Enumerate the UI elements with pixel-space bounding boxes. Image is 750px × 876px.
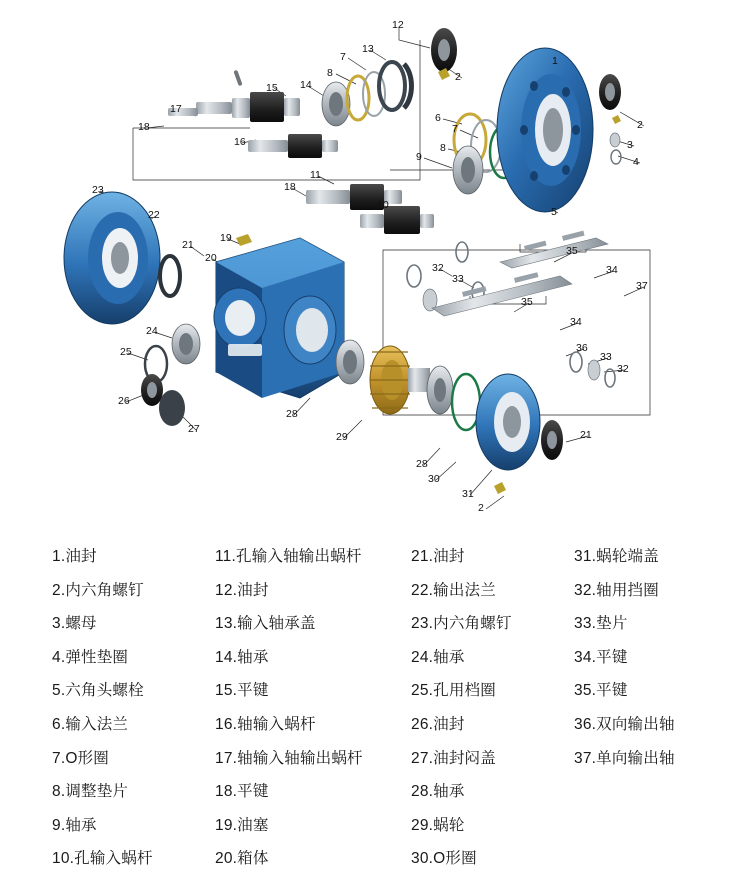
callout-15: 15 bbox=[266, 82, 278, 94]
legend-item: 22.输出法兰 bbox=[411, 581, 496, 599]
legend-column-1 bbox=[52, 540, 215, 876]
callout-31: 31 bbox=[462, 488, 474, 500]
legend-item: 19.油塞 bbox=[215, 816, 269, 834]
callout-18: 18 bbox=[138, 121, 150, 133]
legend-column-4 bbox=[574, 540, 737, 876]
callout-35: 35 bbox=[566, 245, 578, 257]
legend-column-2 bbox=[215, 540, 411, 876]
callout-8: 8 bbox=[440, 142, 446, 154]
callout-32: 32 bbox=[432, 262, 444, 274]
legend-item: 28.轴承 bbox=[411, 783, 465, 801]
callout-24: 24 bbox=[146, 325, 158, 337]
legend-item: 11.孔输入轴输出蜗杆 bbox=[215, 548, 362, 565]
worm-shaft-group-left bbox=[168, 67, 434, 234]
callout-19: 19 bbox=[220, 232, 232, 244]
legend-item: 32.轴用挡圈 bbox=[574, 581, 659, 599]
parts-legend bbox=[0, 530, 750, 869]
legend-item: 37.单向输出轴 bbox=[574, 749, 675, 767]
legend-item: 31.蜗轮端盖 bbox=[574, 548, 659, 565]
callout-36: 36 bbox=[576, 342, 588, 354]
callout-22: 22 bbox=[148, 209, 160, 221]
callout-1: 1 bbox=[552, 55, 558, 67]
legend-item: 5.六角头螺栓 bbox=[52, 682, 144, 700]
callout-28: 28 bbox=[416, 458, 428, 470]
output-flange-disc bbox=[497, 48, 621, 212]
callout-7: 7 bbox=[340, 51, 346, 63]
callout-25: 25 bbox=[120, 346, 132, 358]
callout-3: 3 bbox=[627, 139, 633, 151]
legend-item: 17.轴输入轴输出蜗杆 bbox=[215, 749, 363, 767]
callout-37: 37 bbox=[636, 280, 648, 292]
callout-13: 13 bbox=[362, 43, 374, 55]
legend-item: 18.平键 bbox=[215, 783, 269, 801]
legend-item: 7.O形圈 bbox=[52, 749, 109, 767]
callout-33: 33 bbox=[452, 273, 464, 285]
callout-16: 16 bbox=[234, 136, 246, 148]
legend-item: 30.O形圈 bbox=[411, 850, 477, 868]
legend-columns bbox=[0, 540, 750, 876]
legend-item: 3.螺母 bbox=[52, 615, 97, 633]
callout-18: 18 bbox=[284, 181, 296, 193]
legend-item: 20.箱体 bbox=[215, 850, 269, 868]
legend-item: 9.轴承 bbox=[52, 816, 97, 834]
gearbox-housing bbox=[211, 234, 344, 398]
callout-34: 34 bbox=[570, 316, 582, 328]
legend-item: 4.弹性垫圈 bbox=[52, 648, 129, 666]
callout-5: 5 bbox=[551, 206, 557, 218]
legend-item: 26.油封 bbox=[411, 715, 465, 733]
callout-21: 21 bbox=[580, 429, 592, 441]
legend-column-3 bbox=[411, 540, 574, 876]
legend-item: 12.油封 bbox=[215, 581, 269, 599]
legend-item: 14.轴承 bbox=[215, 648, 269, 666]
callout-30: 30 bbox=[428, 473, 440, 485]
callout-23: 23 bbox=[92, 184, 104, 196]
legend-item: 21.油封 bbox=[411, 548, 465, 565]
output-shafts-group bbox=[407, 231, 615, 387]
callout-8: 8 bbox=[327, 67, 333, 79]
callout-29: 29 bbox=[336, 431, 348, 443]
callout-2: 2 bbox=[455, 71, 461, 83]
legend-item: 1.油封 bbox=[52, 548, 97, 565]
callout-12: 12 bbox=[392, 19, 404, 31]
legend-item: 10.孔输入蜗杆 bbox=[52, 850, 153, 868]
callout-10: 10 bbox=[377, 199, 389, 211]
callout-4: 4 bbox=[633, 156, 639, 168]
legend-item: 8.调整垫片 bbox=[52, 783, 129, 801]
legend-item: 27.油封闷盖 bbox=[411, 749, 496, 767]
legend-item: 36.双向输出轴 bbox=[574, 715, 675, 733]
callout-32: 32 bbox=[617, 363, 629, 375]
legend-item: 29.蜗轮 bbox=[411, 816, 465, 834]
callout-34: 34 bbox=[606, 264, 618, 276]
legend-item: 34.平键 bbox=[574, 648, 628, 666]
callout-28: 28 bbox=[286, 408, 298, 420]
callout-35: 35 bbox=[521, 296, 533, 308]
legend-item: 24.轴承 bbox=[411, 648, 465, 666]
callout-26: 26 bbox=[118, 395, 130, 407]
callout-7: 7 bbox=[452, 123, 458, 135]
callout-14: 14 bbox=[300, 79, 312, 91]
legend-item: 6.输入法兰 bbox=[52, 715, 129, 733]
callout-11: 11 bbox=[310, 169, 321, 181]
callout-33: 33 bbox=[600, 351, 612, 363]
legend-item: 35.平键 bbox=[574, 682, 628, 700]
legend-item: 16.轴输入蜗杆 bbox=[215, 715, 316, 733]
output-flange-left bbox=[64, 192, 180, 324]
legend-item: 25.孔用档圈 bbox=[411, 682, 496, 700]
worm-wheel-assembly bbox=[336, 340, 563, 494]
seal-cover-group-left bbox=[141, 324, 200, 426]
callout-17: 17 bbox=[170, 103, 182, 115]
legend-item: 33.垫片 bbox=[574, 615, 628, 633]
callout-27: 27 bbox=[188, 423, 200, 435]
callout-20: 20 bbox=[205, 252, 217, 264]
legend-item: 23.内六角螺钉 bbox=[411, 615, 512, 633]
callout-9: 9 bbox=[416, 151, 422, 163]
callout-6: 6 bbox=[435, 112, 441, 124]
legend-item: 13.输入轴承盖 bbox=[215, 615, 316, 633]
legend-item: 2.内六角螺钉 bbox=[52, 581, 144, 599]
legend-item: 15.平键 bbox=[215, 682, 269, 700]
callout-21: 21 bbox=[182, 239, 194, 251]
callout-2: 2 bbox=[478, 502, 484, 514]
callout-2: 2 bbox=[637, 119, 643, 131]
